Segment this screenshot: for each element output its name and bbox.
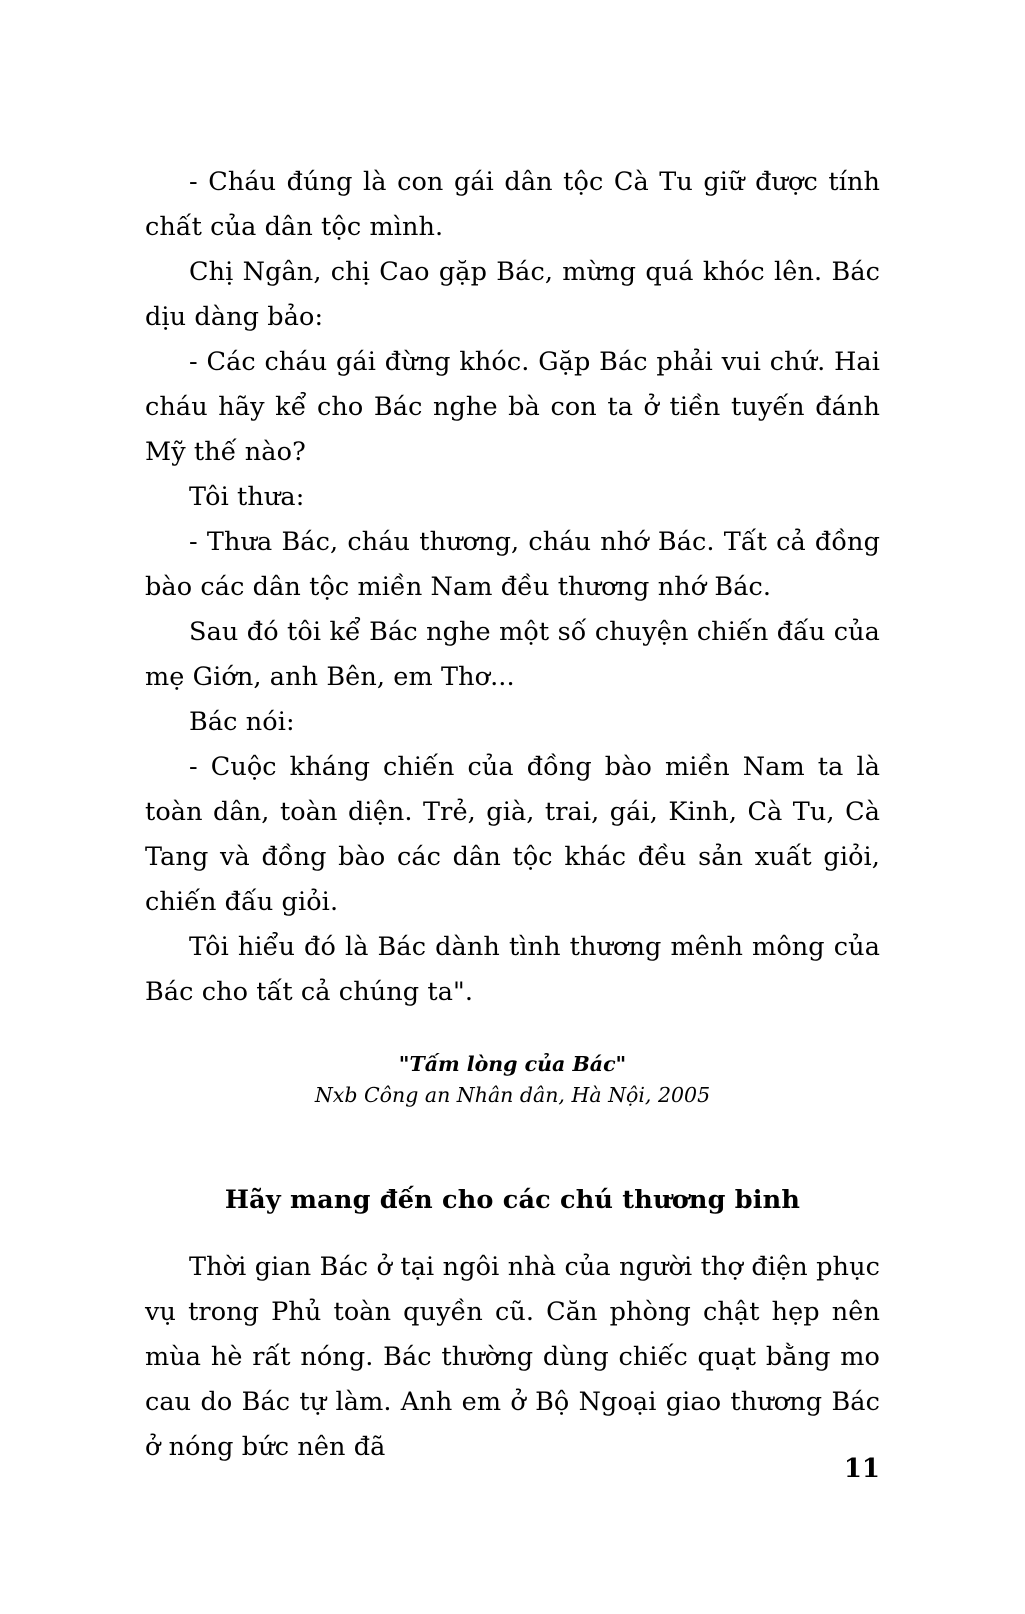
main-text-block [145, 160, 880, 1015]
paragraph: Thời gian Bác ở tại ngôi nhà của người thợ điện phục vụ trong Phủ toàn quyền cũ. Căn phòng chật hẹp nên mùa hè rất nóng. Bác thường dùng chiếc quạt bằng mo cau do Bác tự làm. Anh em ở Bộ Ngoại giao thương Bác ở nóng bức nên đã [145, 1252, 880, 1462]
paragraph: - Cuộc kháng chiến của đồng bào miền Nam ta là toàn dân, toàn diện. Trẻ, già, trai, gái, Kinh, Cà Tu, Cà Tang và đồng bào các dân tộc khác đều sản xuất giỏi, chiến đấu giỏi. [145, 752, 880, 917]
paragraph: Chị Ngân, chị Cao gặp Bác, mừng quá khóc lên. Bác dịu dàng bảo: [145, 257, 880, 332]
source-publisher: Nxb Công an Nhân dân, Hà Nội, 2005 [314, 1083, 711, 1107]
paragraph: Bác nói: [189, 707, 295, 737]
page-number: 11 [843, 1454, 880, 1484]
paragraph: - Thưa Bác, cháu thương, cháu nhớ Bác. Tất cả đồng bào các dân tộc miền Nam đều thương nhớ Bác. [145, 527, 880, 602]
paragraph: Sau đó tôi kể Bác nghe một số chuyện chiến đấu của mẹ Giớn, anh Bên, em Thơ... [145, 617, 880, 692]
source-attribution [145, 1049, 880, 1111]
section-heading: Hãy mang đến cho các chú thương binh [224, 1185, 801, 1215]
paragraph: Tôi hiểu đó là Bác dành tình thương mênh mông của Bác cho tất cả chúng ta". [145, 932, 880, 1007]
paragraph: - Các cháu gái đừng khóc. Gặp Bác phải vui chứ. Hai cháu hãy kể cho Bác nghe bà con ta ở tiền tuyến đánh Mỹ thế nào? [145, 347, 880, 467]
paragraph: - Cháu đúng là con gái dân tộc Cà Tu giữ được tính chất của dân tộc mình. [145, 167, 880, 242]
source-title: "Tấm lòng của Bác" [398, 1052, 627, 1076]
paragraph: Tôi thưa: [189, 482, 305, 512]
section-text-block [145, 1245, 880, 1470]
